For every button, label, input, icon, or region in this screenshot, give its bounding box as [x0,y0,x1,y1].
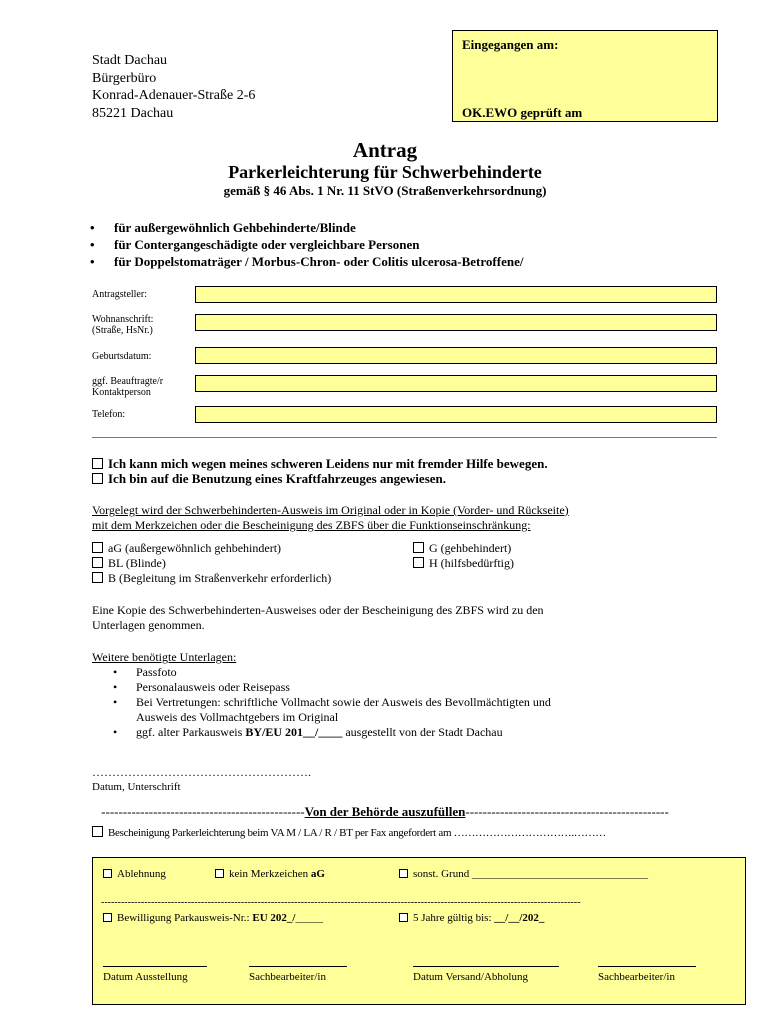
separator-dashes: ----------------------------------------------- [465,804,669,819]
old-permit-prefix: ggf. alter Parkausweis [136,725,246,739]
contact-label [92,376,163,398]
address-line: Stadt Dachau [92,53,168,68]
other-reason-option [399,868,648,880]
no-mark-label: kein Merkzeichen [229,868,311,880]
applicant-label [92,289,147,300]
approve-code: EU 202_/ [252,912,296,924]
valid-option [399,912,544,924]
declaration-help-checkbox[interactable] [92,458,103,469]
mark-bl [92,556,331,571]
list-item: • Personalausweis oder Reisepass [113,680,551,695]
address-label [92,314,153,336]
list-item: • Passfoto [113,665,551,680]
list-item [113,695,551,725]
certificate-request [92,826,606,841]
certificate-text: Bescheinigung Parkerleichterung beim VA M / LA / R / BT per Fax angefordert am …………………………….……… [108,827,606,839]
birthdate-field[interactable] [195,347,717,364]
page-subtitle: Parkerleichterung für Schwerbehinderte [228,162,542,182]
mark-label: B (Begleitung im Straßenverkehr erforderlich) [108,571,332,585]
label-subtext: (Straße, HsNr.) [92,325,153,336]
mark-label: aG (außergewöhnlich gehbehindert) [108,541,282,555]
label-text: Telefon: [92,409,126,420]
mark-h [413,556,514,571]
legal-reference: gemäß § 46 Abs. 1 Nr. 11 StVO (Straßenverkehrsordnung) [223,183,547,198]
address-line: Konrad-Adenauer-Straße 2-6 [92,88,256,103]
other-reason-label: sonst. Grund ________________________________ [413,868,648,880]
proof-line: Vorgelegt wird der Schwerbehinderten-Ausweis im Original oder in Kopie (Vorder- und Rückseite) [92,503,569,517]
declaration-car-checkbox[interactable] [92,473,103,484]
issue-date-label: Datum Ausstellung [103,971,188,983]
documents-title: Weitere benötigte Unterlagen: [92,650,237,664]
address-line: 85221 Dachau [92,105,174,121]
declaration-text: Ich kann mich wegen meines schweren Leidens nur mit fremder Hilfe bewegen. [108,456,548,471]
label-text: Wohnanschrift: [92,314,154,325]
marks-right [413,541,514,571]
address-field[interactable] [195,314,717,331]
no-mark-checkbox[interactable] [215,869,224,878]
received-label: Eingegangen am: [462,37,559,52]
list-item: • für außergewöhnlich Gehbehinderte/Blinde [90,219,523,236]
valid-code: __/__/202_ [494,912,545,924]
proxy-line: Ausweis des Vollmachtgebers im Original [136,710,339,724]
list-item [113,725,551,740]
approve-checkbox[interactable] [103,913,112,922]
office-use-box [92,857,746,1005]
signature-label: Datum, Unterschrift [92,781,181,793]
valid-checkbox[interactable] [399,913,408,922]
office-separator [0,804,770,820]
no-mark-code: aG [310,868,325,880]
label-text: Geburtsdatum: [92,351,152,362]
proof-intro [92,503,569,533]
mark-label: G (gehbehindert) [429,541,512,555]
mark-g [413,541,514,556]
marks-left [92,541,331,586]
label-text: Antragsteller: [92,289,147,300]
dispatch-date-label: Datum Versand/Abholung [413,971,528,983]
no-mark-option [215,868,325,880]
old-permit-code: BY/EU 201__/____ [245,725,343,739]
mark-b-checkbox[interactable] [92,572,103,583]
label-text: ggf. Beauftragte/r [92,376,164,387]
certificate-checkbox[interactable] [92,826,103,837]
phone-field[interactable] [195,406,717,423]
approve-option [103,912,323,924]
eligibility-list [90,219,523,270]
signature-field[interactable]: ………………………………………………. [92,765,311,779]
list-item: • für Doppelstomaträger / Morbus-Chron- oder Colitis ulcerosa-Betroffene/ [90,253,523,270]
mark-h-checkbox[interactable] [413,557,424,568]
recipient-address [92,52,255,122]
signature-line [598,966,696,967]
dash-divider: ------------------------------------------------------------------------------------------------------------------------------------------------ [101,897,581,908]
mark-label: H (hilfsbedürftig) [429,556,514,570]
copy-note [92,603,544,633]
contact-field[interactable] [195,375,717,392]
divider [92,437,717,438]
separator-dashes: ----------------------------------------------- [101,804,305,819]
approve-suffix: _____ [295,912,323,924]
reject-option [103,868,166,880]
other-reason-checkbox[interactable] [399,869,408,878]
page-title: Antrag [352,138,418,162]
mark-ag [92,541,331,556]
mark-g-checkbox[interactable] [413,542,424,553]
proof-line: mit dem Merkzeichen oder die Bescheinigung des ZBFS über die Funktionseinschränkung: [92,518,531,532]
clerk-label: Sachbearbeiter/in [598,971,675,983]
note-line: Eine Kopie des Schwerbehinderten-Ausweises oder der Bescheinigung des ZBFS wird zu den [92,603,544,617]
address-line: Bürgerbüro [92,70,157,86]
birthdate-label [92,351,151,362]
old-permit-suffix: ausgestellt von der Stadt Dachau [342,725,503,739]
signature-line [103,966,207,967]
list-item: • für Contergangeschädigte oder vergleichbare Personen [90,236,523,253]
mark-b [92,571,331,586]
declaration-car [92,471,446,487]
reject-label: Ablehnung [117,868,166,880]
note-line: Unterlagen genommen. [92,618,205,632]
checked-label: OK.EWO geprüft am [462,105,583,120]
label-subtext: Kontaktperson [92,387,151,398]
signature-line [249,966,347,967]
signature-line [413,966,559,967]
applicant-field[interactable] [195,286,717,303]
clerk-label: Sachbearbeiter/in [249,971,326,983]
receipt-stamp-box [452,30,718,122]
approve-label: Bewilligung Parkausweis-Nr.: [117,912,253,924]
mark-bl-checkbox[interactable] [92,557,103,568]
separator-title: Von der Behörde auszufüllen [304,804,466,819]
declaration-help [92,456,548,472]
reject-checkbox[interactable] [103,869,112,878]
mark-label: BL (Blinde) [108,556,166,570]
mark-ag-checkbox[interactable] [92,542,103,553]
documents-list [113,665,551,740]
phone-label [92,409,125,420]
declaration-text: Ich bin auf die Benutzung eines Kraftfahrzeuges angewiesen. [108,471,446,486]
proxy-line: Bei Vertretungen: schriftliche Vollmacht sowie der Ausweis des Bevollmächtigten und [136,695,551,709]
valid-label: 5 Jahre gültig bis: [413,912,495,924]
